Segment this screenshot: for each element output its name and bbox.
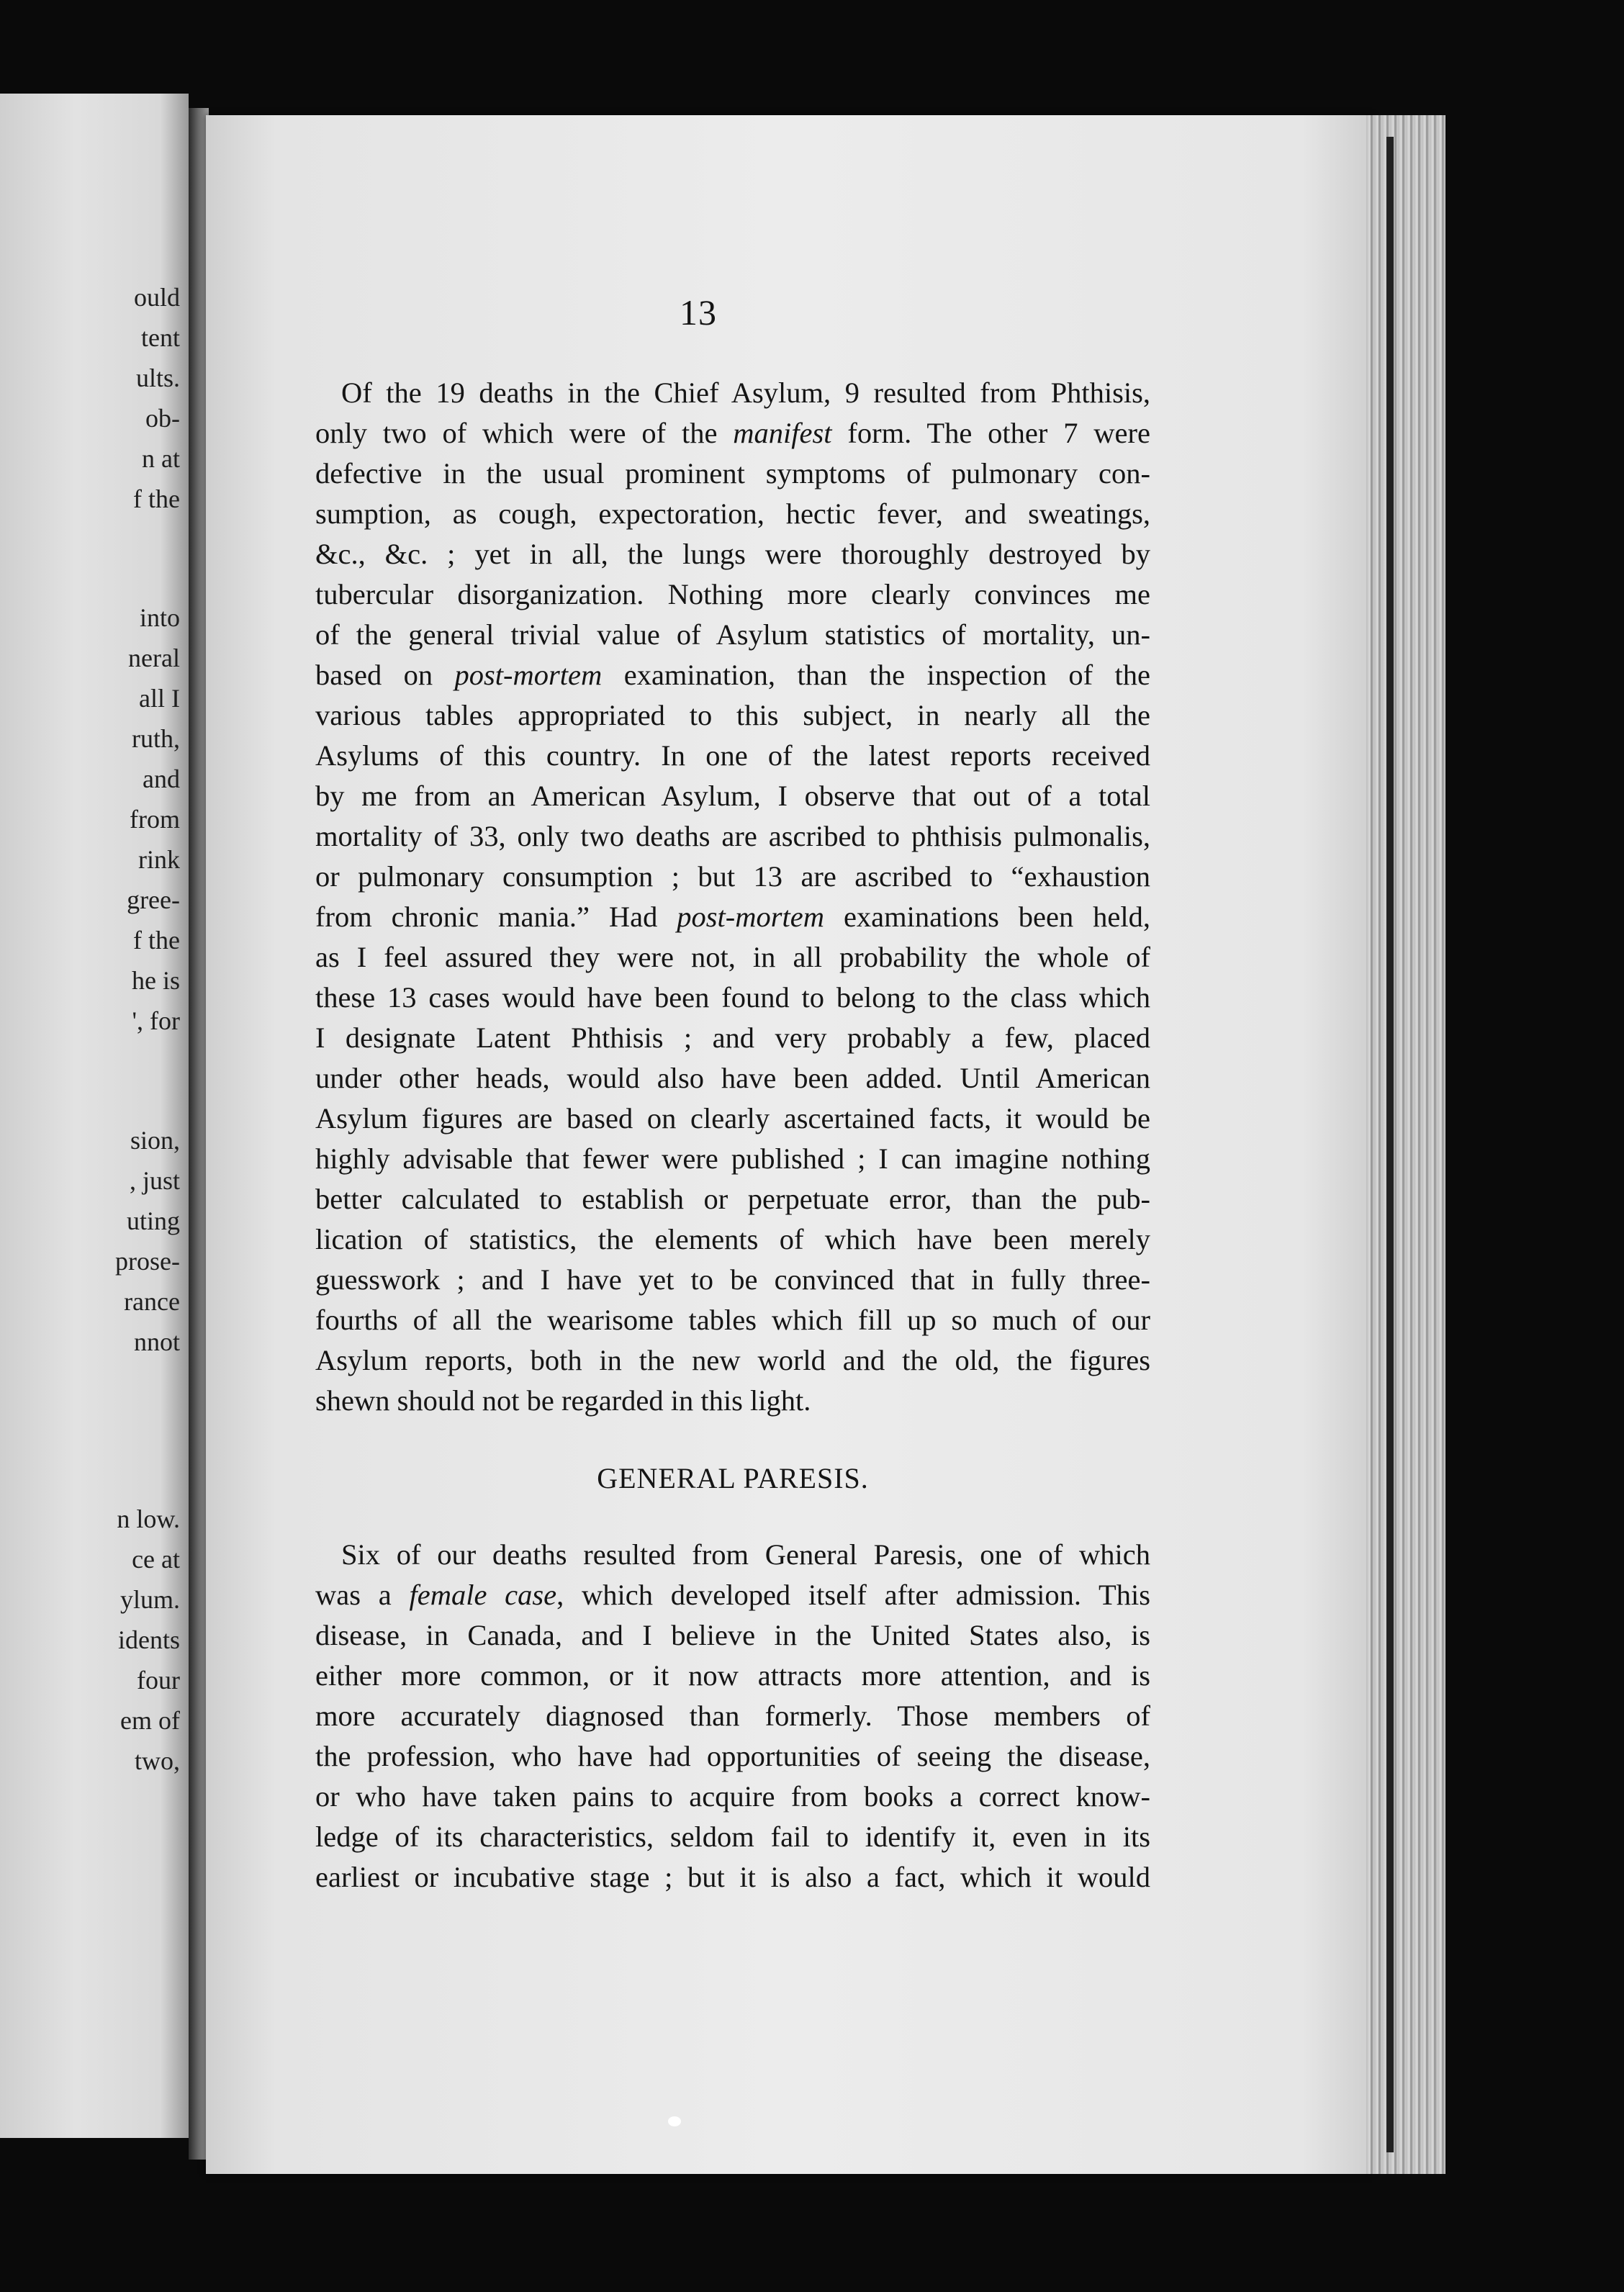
text-line: either more common, or it now attracts more attention, and is: [315, 1659, 1150, 1692]
text-line: lication of statistics, the elements of which have been merely: [315, 1223, 1150, 1255]
text-line: Of the 19 deaths in the Chief Asylum, 9 resulted from Phthisis,: [341, 376, 1150, 409]
text-line: tubercular disorganization. Nothing more clearly convinces me: [315, 578, 1150, 610]
text-line: under other heads, would also have been added. Until American: [315, 1062, 1150, 1094]
left-page-line: ylum.: [119, 1585, 180, 1614]
section-heading: GENERAL PARESIS.: [597, 1462, 869, 1494]
text-line: was a female case, which developed itself after admission. This: [315, 1579, 1150, 1611]
left-page-line: neral: [128, 644, 180, 672]
text-line: more accurately diagnosed than formerly. Those members of: [315, 1700, 1150, 1732]
left-page-line: gree-: [127, 885, 180, 914]
text-line: Six of our deaths resulted from General Paresis, one of which: [341, 1538, 1150, 1571]
text-line: of the general trivial value of Asylum statistics of mortality, un-: [315, 618, 1150, 651]
left-page-line: rink: [138, 845, 180, 874]
left-page-line: ', for: [132, 1006, 180, 1035]
text-line: guesswork ; and I have yet to be convinced that in fully three-: [315, 1263, 1150, 1296]
page-edges: [1366, 115, 1445, 2174]
left-page-line: idents: [118, 1625, 180, 1654]
left-page-line: n at: [142, 444, 180, 473]
left-page-line: two,: [135, 1746, 180, 1775]
text-line: Asylums of this country. In one of the latest reports received: [315, 739, 1150, 772]
left-page-line: from: [130, 805, 180, 834]
page-number: 13: [680, 292, 717, 333]
paragraph-phthisis: [315, 373, 1150, 1421]
left-page-line: uting: [126, 1206, 180, 1235]
left-page-line: ob-: [145, 404, 180, 433]
text-line: earliest or incubative stage ; but it is also a fact, which it would: [315, 1861, 1150, 1893]
text-line: various tables appropriated to this subject, in nearly all the: [315, 699, 1150, 731]
text-line: or pulmonary consumption ; but 13 are ascribed to “exhaustion: [315, 860, 1150, 893]
text-line: shewn should not be regarded in this light.: [315, 1384, 811, 1417]
left-page-line: he is: [132, 966, 180, 995]
left-page-line: and: [143, 764, 180, 793]
text-line: from chronic mania.” Had post-mortem examinations been held,: [315, 901, 1150, 933]
text-line: highly advisable that fewer were published ; I can imagine nothing: [315, 1142, 1150, 1175]
left-page-line: f the: [133, 484, 180, 513]
text-line: Asylum reports, both in the new world and the old, the figures: [315, 1344, 1150, 1376]
left-page-line: , just: [129, 1166, 180, 1195]
left-page-line: four: [137, 1666, 180, 1695]
left-page-line: em of: [120, 1706, 180, 1735]
text-line: disease, in Canada, and I believe in the United States also, is: [315, 1619, 1150, 1651]
text-line: mortality of 33, only two deaths are ascribed to phthisis pulmonalis,: [315, 820, 1150, 852]
left-page-line: tent: [141, 323, 180, 352]
text-line: these 13 cases would have been found to belong to the class which: [315, 981, 1150, 1014]
left-page-line: ults.: [135, 364, 180, 392]
text-line: better calculated to establish or perpetuate error, than the pub-: [315, 1183, 1150, 1215]
left-page-line: all I: [139, 684, 180, 713]
left-page-line: ould: [133, 283, 180, 312]
left-page-fragment: [0, 94, 189, 2138]
text-line: the profession, who have had opportunities of seeing the disease,: [315, 1740, 1150, 1772]
paragraph-general-paresis: [315, 1535, 1150, 1898]
text-line: Asylum figures are based on clearly ascertained facts, it would be: [315, 1102, 1150, 1134]
left-page-line: f the: [133, 926, 180, 955]
left-page-line: sion,: [130, 1126, 180, 1155]
text-line: fourths of all the wearisome tables which fill up so much of our: [315, 1304, 1150, 1336]
left-page-line: rance: [124, 1287, 180, 1316]
text-line: only two of which were of the manifest form. The other 7 were: [315, 417, 1150, 449]
left-page-line: nnot: [133, 1327, 180, 1356]
left-page-line: ce at: [132, 1545, 180, 1574]
text-line: sumption, as cough, expectoration, hectic fever, and sweatings,: [315, 497, 1150, 530]
text-line: as I feel assured they were not, in all probability the whole of: [315, 941, 1150, 973]
left-page-line: into: [139, 603, 180, 632]
text-line: or who have taken pains to acquire from books a correct know-: [315, 1780, 1150, 1813]
text-line: &c., &c. ; yet in all, the lungs were thoroughly destroyed by: [315, 538, 1150, 570]
text-line: by me from an American Asylum, I observe that out of a total: [315, 780, 1150, 812]
paper-speck: [668, 2116, 681, 2126]
left-page-line: prose-: [115, 1247, 180, 1276]
text-line: defective in the usual prominent symptoms of pulmonary con-: [315, 457, 1150, 489]
text-line: I designate Latent Phthisis ; and very probably a few, placed: [315, 1021, 1150, 1054]
left-page-line: n low.: [117, 1504, 180, 1533]
left-page-line: ruth,: [132, 724, 180, 753]
text-line: ledge of its characteristics, seldom fail to identify it, even in its: [315, 1820, 1150, 1853]
text-line: based on post-mortem examination, than the inspection of the: [315, 659, 1150, 691]
